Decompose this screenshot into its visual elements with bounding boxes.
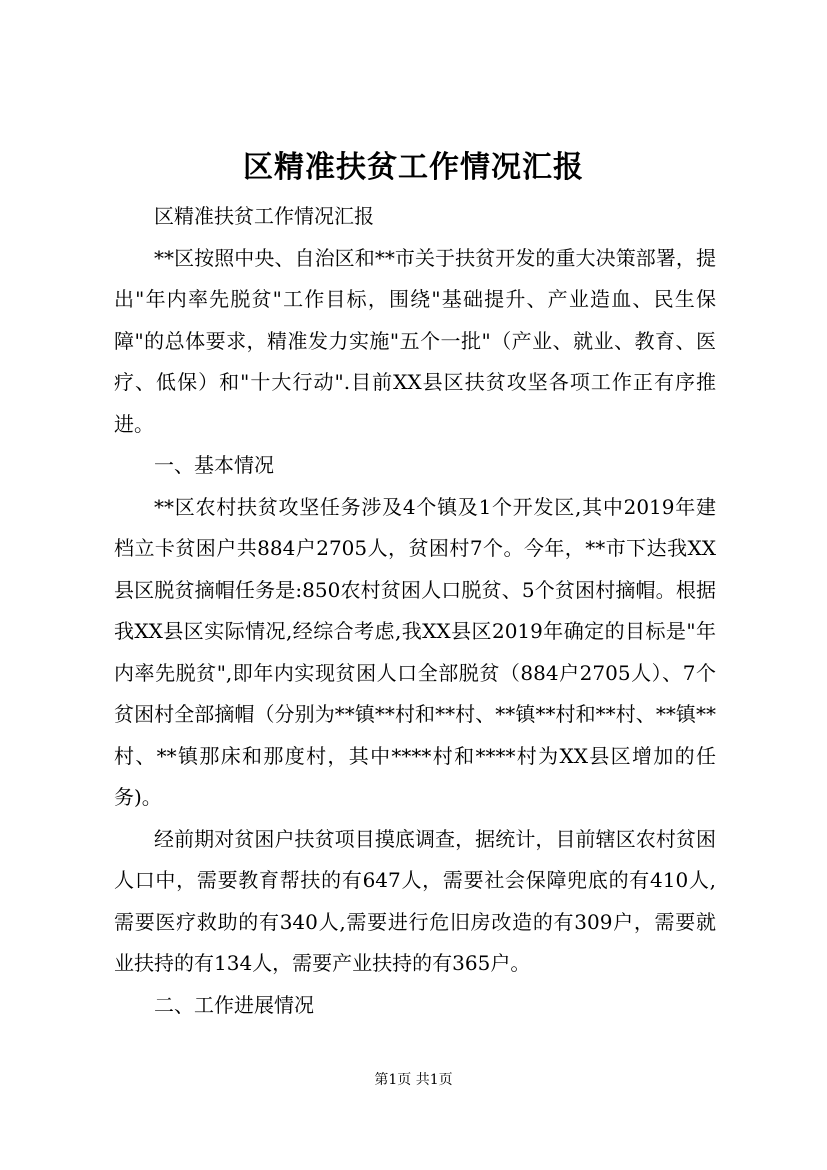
document-subtitle: 区精准扶贫工作情况汇报 [154, 204, 374, 228]
intro-paragraph: **区按照中央、自治区和**市关于扶贫开发的重大决策部署，提出"年内率先脱贫"工作目标，围绕"基础提升、产业造血、民生保障"的总体要求，精准发力实施"五个一批"（产业、就业、教育、医疗、低保）和"十大行动".目前XX县区扶贫攻坚各项工作正有序推进。 [114, 245, 716, 436]
page-footer: 第1页 共1页 [374, 1072, 453, 1088]
document-body [114, 196, 716, 1026]
survey-statistics-paragraph: 经前期对贫困户扶贫项目摸底调查，据统计，目前辖区农村贫困人口中，需要教育帮扶的有647人，需要社会保障兜底的有410人,需要医疗救助的有340人,需要进行危旧房改造的有309户，需要就业扶持的有134人，需要产业扶持的有365户。 [114, 826, 716, 975]
section-heading-basic-situation: 一、基本情况 [154, 453, 274, 477]
document-title: 区精准扶贫工作情况汇报 [243, 150, 584, 185]
section-heading-work-progress: 二、工作进展情况 [154, 992, 314, 1017]
basic-situation-paragraph: **区农村扶贫攻坚任务涉及4个镇及1个开发区,其中2019年建档立卡贫困户共884户2705人，贫困村7个。今年，**市下达我XX县区脱贫摘帽任务是:850农村贫困人口脱贫、5个贫困村摘帽。根据我XX县区实际情况,经综合考虑,我XX县区2019年确定的目标是"年内率先脱贫",即年内实现贫困人口全部脱贫（884户2705人）、7个贫困村全部摘帽（分别为**镇**村和**村、**镇**村和**村、**镇**村、**镇那床和那度村，其中****村和****村为XX县区增加的任务)。 [114, 494, 716, 809]
